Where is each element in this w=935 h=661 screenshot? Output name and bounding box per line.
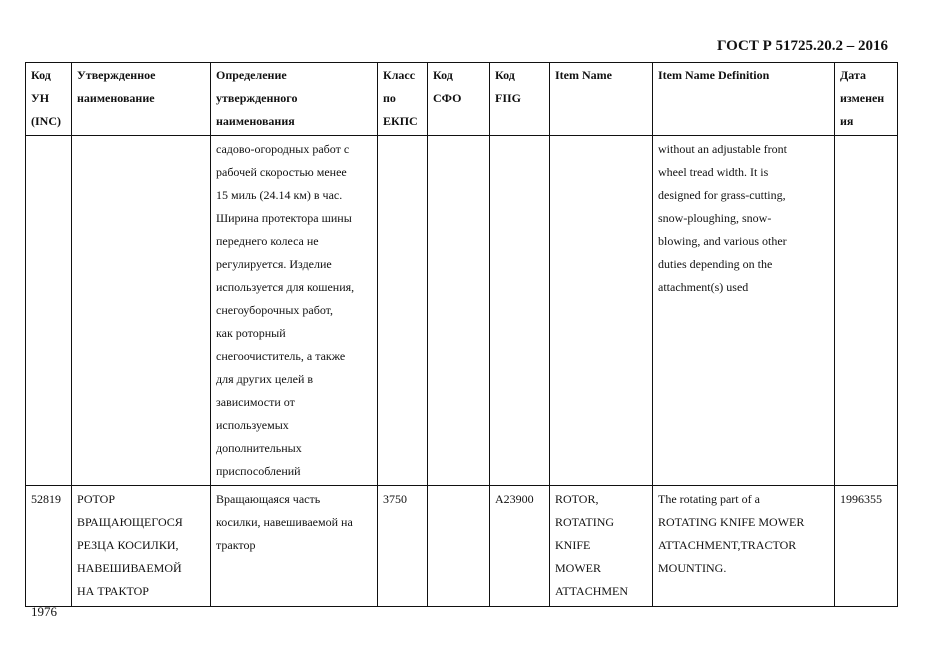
- header-line: утвержденного: [216, 91, 298, 105]
- cell-item-name: [550, 486, 653, 607]
- cell-line: ROTOR,: [555, 492, 599, 506]
- cell-line: wheel tread width. It is: [658, 165, 769, 179]
- cell-change-date: [835, 486, 898, 607]
- header-line: Код: [495, 68, 515, 82]
- page-number: 1976: [31, 604, 57, 619]
- cell-line: РЕЗЦА КОСИЛКИ,: [77, 538, 179, 552]
- cell-line: садово-огородных работ с: [216, 142, 350, 156]
- cell-sfo: [428, 136, 490, 486]
- cell-line: Вращающаяся часть: [216, 492, 321, 506]
- cell-approved-name: [72, 136, 211, 486]
- cell-line: как роторный: [216, 326, 286, 340]
- col-header-fiig: [490, 63, 550, 136]
- col-header-change-date: [835, 63, 898, 136]
- cell-item-name-definition: [653, 136, 835, 486]
- cell-line: рабочей скоростью менее: [216, 165, 347, 179]
- table-header-row: [26, 63, 898, 136]
- cell-fiig: [490, 136, 550, 486]
- col-header-sfo: [428, 63, 490, 136]
- cell-line: 15 миль (24.14 км) в час.: [216, 188, 343, 202]
- cell-line: duties depending on the: [658, 257, 773, 271]
- cell-item-name: [550, 136, 653, 486]
- header-line: Код: [433, 68, 453, 82]
- cell-line: для других целей в: [216, 372, 314, 386]
- col-header-class: [378, 63, 428, 136]
- table-row: [26, 136, 898, 486]
- cell-line: снегоочиститель, а также: [216, 349, 346, 363]
- col-header-item-name-definition: [653, 63, 835, 136]
- cell-line: снегоуборочных работ,: [216, 303, 334, 317]
- cell-line: The rotating part of a: [658, 492, 760, 506]
- cell-line: НАВЕШИВАЕМОЙ: [77, 561, 182, 575]
- header-line: Item Name Definition: [658, 68, 770, 82]
- header-line: Определение: [216, 68, 287, 82]
- header-line: СФО: [433, 91, 462, 105]
- cell-inc: [26, 136, 72, 486]
- header-line: Дата: [840, 68, 866, 82]
- cell-line: without an adjustable front: [658, 142, 787, 156]
- cell-line: используется для кошения,: [216, 280, 355, 294]
- cell-line: косилки, навешиваемой на: [216, 515, 353, 529]
- cell-line: переднего колеса не: [216, 234, 319, 248]
- cell-line: зависимости от: [216, 395, 295, 409]
- cell-line: приспособлений: [216, 464, 301, 478]
- cell-line: 1996355: [840, 492, 882, 506]
- header-line: ия: [840, 114, 854, 128]
- header-line: изменен: [840, 91, 885, 105]
- header-line: Утвержденное: [77, 68, 156, 82]
- cell-line: ROTATING KNIFE MOWER: [658, 515, 805, 529]
- col-header-inc: [26, 63, 72, 136]
- cell-line: РОТОР: [77, 492, 115, 506]
- header-line: Код: [31, 68, 51, 82]
- cell-line: MOWER: [555, 561, 601, 575]
- cell-line: 3750: [383, 492, 407, 506]
- header-line: УН: [31, 91, 50, 105]
- cell-fiig: [490, 486, 550, 607]
- cell-definition: [211, 486, 378, 607]
- cell-line: НА ТРАКТОР: [77, 584, 149, 598]
- cell-change-date: [835, 136, 898, 486]
- cell-line: используемых: [216, 418, 289, 432]
- cell-line: ROTATING: [555, 515, 615, 529]
- cell-line: MOUNTING.: [658, 561, 727, 575]
- cell-line: ATTACHMEN: [555, 584, 629, 598]
- cell-class: [378, 486, 428, 607]
- cell-line: A23900: [495, 492, 534, 506]
- header-line: FIIG: [495, 91, 522, 105]
- cell-line: трактор: [216, 538, 256, 552]
- header-line: наименования: [216, 114, 295, 128]
- cell-sfo: [428, 486, 490, 607]
- header-line: наименование: [77, 91, 155, 105]
- cell-line: ATTACHMENT,TRACTOR: [658, 538, 797, 552]
- cell-line: регулируется. Изделие: [216, 257, 332, 271]
- header-line: ЕКПС: [383, 114, 418, 128]
- header-line: Item Name: [555, 68, 612, 82]
- cell-line: ВРАЩАЮЩЕГОСЯ: [77, 515, 183, 529]
- header-line: Класс: [383, 68, 416, 82]
- table-row: [26, 486, 898, 607]
- col-header-item-name: [550, 63, 653, 136]
- cell-approved-name: [72, 486, 211, 607]
- cell-definition: [211, 136, 378, 486]
- header-line: (INC): [31, 114, 61, 128]
- cell-line: 52819: [31, 492, 61, 506]
- cell-line: snow-ploughing, snow-: [658, 211, 772, 225]
- cell-line: attachment(s) used: [658, 280, 749, 294]
- cell-line: designed for grass-cutting,: [658, 188, 786, 202]
- cell-class: [378, 136, 428, 486]
- col-header-approved-name: [72, 63, 211, 136]
- cell-line: дополнительных: [216, 441, 302, 455]
- cell-item-name-definition: [653, 486, 835, 607]
- col-header-definition: [211, 63, 378, 136]
- cell-inc: [26, 486, 72, 607]
- cell-line: blowing, and various other: [658, 234, 787, 248]
- classification-table: [25, 62, 898, 607]
- cell-line: Ширина протектора шины: [216, 211, 352, 225]
- cell-line: KNIFE: [555, 538, 591, 552]
- header-line: по: [383, 91, 396, 105]
- document-standard-header: ГОСТ Р 51725.20.2 – 2016: [716, 38, 888, 54]
